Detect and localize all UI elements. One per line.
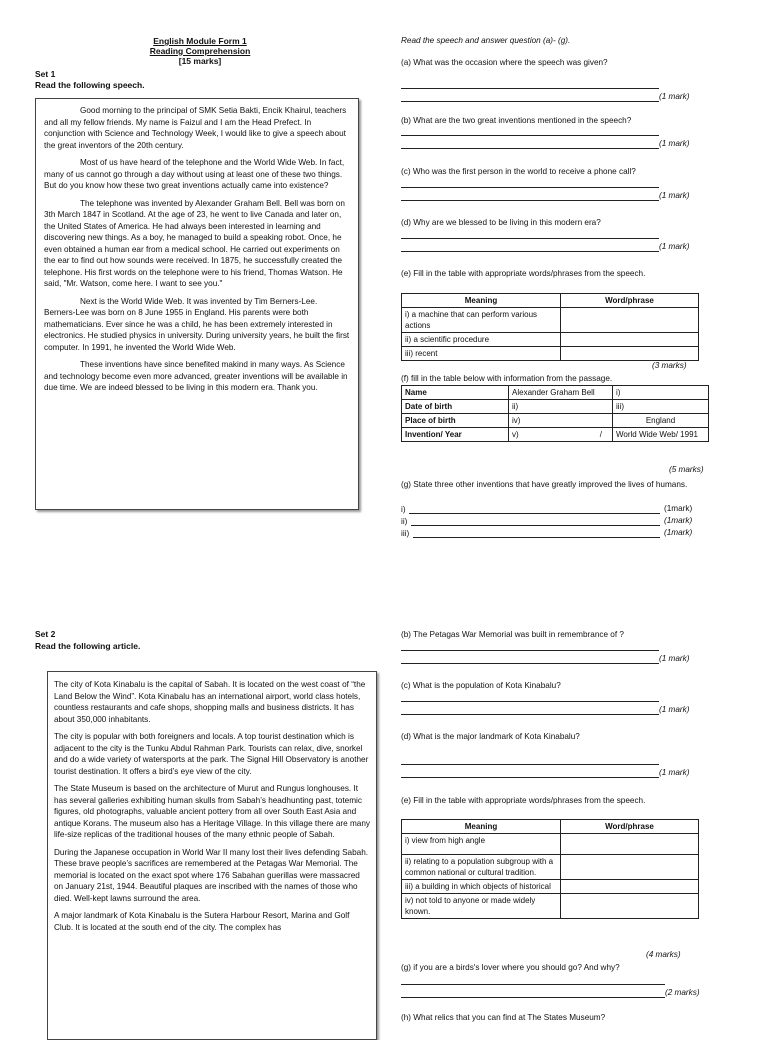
mark-label: (1 mark) xyxy=(659,768,690,777)
table-header: Word/phrase xyxy=(561,820,699,834)
answer-line[interactable] xyxy=(401,238,659,239)
list-label: ii) xyxy=(401,517,408,526)
table-cell: i) view from high angle xyxy=(402,834,561,855)
set2-question-e: (e) Fill in the table with appropriate words/phrases from the speech. xyxy=(401,796,646,805)
table-cell: Invention/ Year xyxy=(402,428,509,442)
set1-title: Set 1 xyxy=(35,69,56,79)
list-label: iii) xyxy=(401,529,410,538)
set1-question-c: (c) Who was the first person in the world to receive a phone call? xyxy=(401,167,636,176)
mark-label: (1mark) xyxy=(664,504,693,513)
set2-question-g: (g) if you are a birds's lover where you should go? And why? xyxy=(401,963,620,972)
set2-question-h: (h) What relics that you can find at The States Museum? xyxy=(401,1013,606,1022)
table-cell: Place of birth xyxy=(402,414,509,428)
mark-label: (1 mark) xyxy=(659,654,690,663)
table-cell xyxy=(509,428,613,442)
module-title: English Module Form 1 xyxy=(153,36,247,46)
table-header: Word/phrase xyxy=(561,294,699,308)
article-paragraph: The city is popular with both foreigners and locals. A top tourist destination which is adjacent to the city is the Tunku Abdul Rahman Park. Tourists can relax, dive, snorkel and do a wide variety of watersports at the park. The Signal Hill Observatory is another tourist destination. It offers a bird’s eye view of the city. xyxy=(54,732,369,776)
set2-question-b: (b) The Petagas War Memorial was built in remembrance of ? xyxy=(401,630,624,639)
article-paragraph: A major landmark of Kota Kinabalu is the Sutera Harbour Resort, Marina and Golf Club. It is located at the south end of the city. The complex has xyxy=(54,911,350,932)
answer-cell[interactable] xyxy=(561,347,699,361)
set2-question-d: (d) What is the major landmark of Kota Kinabalu? xyxy=(401,732,580,741)
set2-instruction: Read the following article. xyxy=(35,641,141,651)
mark-label: (2 marks) xyxy=(665,988,700,997)
mark-label: (1 mark) xyxy=(659,92,690,101)
set1-table-f xyxy=(401,385,709,442)
answer-line[interactable] xyxy=(401,663,659,664)
set2-table-e xyxy=(401,819,699,919)
mark-label: (4 marks) xyxy=(646,950,681,959)
table-header: Meaning xyxy=(402,820,561,834)
answer-line[interactable] xyxy=(401,997,665,998)
speech-passage xyxy=(35,98,359,510)
mark-label: (3 marks) xyxy=(652,361,687,370)
answer-cell[interactable] xyxy=(561,880,699,894)
set1-table-e xyxy=(401,293,699,361)
answer-line[interactable] xyxy=(409,513,660,514)
answer-line[interactable] xyxy=(413,537,660,538)
mark-label: (1 mark) xyxy=(659,242,690,251)
mark-label: (1 mark) xyxy=(659,139,690,148)
answer-line[interactable] xyxy=(401,200,659,201)
speech-paragraph: The telephone was invented by Alexander Graham Bell. Bell was born on 3th March 1847 in Scotland. At the age of 23, he went to live Canada and later on, the United States of America. He had always been interested in learning and discovering new things. As a boy, he managed to build a speaking robot. Once, he even obtained a human ear from a medical school. He carried out experiments on the ear to find out how sounds were received. In 1875, he successfully created the telephone. His first words on the telephone were to his friend, Thomas Watson. He said, "Mr. Watson, come here. I want to see you." xyxy=(44,198,345,288)
module-subtitle: Reading Comprehension xyxy=(149,46,251,56)
list-label: i) xyxy=(401,505,406,514)
table-cell: Name xyxy=(402,386,509,400)
set1-question-b: (b) What are the two great inventions mentioned in the speech? xyxy=(401,116,632,125)
mark-label: (1 mark) xyxy=(659,191,690,200)
set2-question-c: (c) What is the population of Kota Kinabalu? xyxy=(401,681,561,690)
article-paragraph: The State Museum is based on the architecture of Murut and Rungus longhouses. It has several galleries exhibiting human skulls from Sabah’s headhunting past, totemic figures, old photographs, valuable ancient pottery from all over South East Asia and antique Korans. The museum also has a Heritage Village. In this village there are many life-size replicas of the traditional houses of the many ethnic people of Sabah. xyxy=(54,784,371,839)
set2-title: Set 2 xyxy=(35,629,56,639)
table-cell: iv) not told to anyone or made widely known. xyxy=(402,894,561,919)
answer-line[interactable] xyxy=(401,777,659,778)
answer-line[interactable] xyxy=(401,650,659,651)
set1-instruction: Read the following speech. xyxy=(35,80,145,90)
table-cell: Date of birth xyxy=(402,400,509,414)
answer-line[interactable] xyxy=(401,984,665,985)
answer-line[interactable] xyxy=(401,714,659,715)
module-marks: [15 marks] xyxy=(178,56,222,66)
answer-line[interactable] xyxy=(401,251,659,252)
answer-line[interactable] xyxy=(401,101,659,102)
table-cell: iii) a building in which objects of historical xyxy=(402,880,561,894)
answer-cell[interactable] xyxy=(561,855,699,880)
mark-label: (1 mark) xyxy=(659,705,690,714)
set1-intro: Read the speech and answer question (a)- (g). xyxy=(401,36,571,45)
table-cell: iv) xyxy=(509,414,613,428)
table-cell: World Wide Web/ 1991 xyxy=(613,428,709,442)
answer-line[interactable] xyxy=(411,525,660,526)
article-paragraph: During the Japanese occupation in World War II many lost their lives defending Sabah. These brave people’s sacrifices are remembered at the Petagas War Memorial. The memorial is located on the exact spot where 176 Sabahan guerillas were massacred on January 21st, 1944. Beautiful plaques are inscribed with the names of those who died. Well-kept lawns surround the area. xyxy=(54,847,369,903)
table-cell: England xyxy=(613,414,709,428)
answer-line[interactable] xyxy=(401,148,659,149)
speech-paragraph: Good morning to the principal of SMK Setia Bakti, Encik Khairul, teachers and all my fellow friends. My name is Faizul and I am the Head Prefect. In conjunction with Science and Technology Week, I would like to give a speech about the great inventors of the 20th century. xyxy=(44,106,347,150)
answer-cell[interactable] xyxy=(561,308,699,333)
article-paragraph: The city of Kota Kinabalu is the capital of Sabah. It is located on the west coast of “the Land Below the Wind”. Kota Kinabalu has an international airport, world class hotels, countless restaurants and cafe shops, shopping malls and business districts. It has about 350,000 inhabitants. xyxy=(54,680,366,724)
speech-paragraph: These inventions have since benefited makind in many ways. As Science and technology become even more advanced, greater inventions will be available in due time. We are indeed blessed to be living in this modern era. Thank you. xyxy=(44,360,348,392)
mark-label: (5 marks) xyxy=(669,465,704,474)
table-cell: ii) xyxy=(509,400,613,414)
speech-paragraph: Next is the World Wide Web. It was invented by Tim Berners-Lee. Berners-Lee was born on 8 June 1955 in England. His parents were both mathematicians. Ever since he was a child, he has been extremely interested in electronics. He studied physics in university. During university years, he built the first computer. In 1991, he invented the World Wide Web. xyxy=(44,296,350,352)
table-header: Meaning xyxy=(402,294,561,308)
answer-line[interactable] xyxy=(401,135,659,136)
table-cell: iii) recent xyxy=(402,347,561,361)
slash-separator: / xyxy=(599,430,602,439)
module-header xyxy=(120,36,280,66)
set1-question-f: (f) fill in the table below with information from the passage. xyxy=(401,374,613,383)
table-cell: iii) xyxy=(613,400,709,414)
set1-question-g: (g) State three other inventions that have greatly improved the lives of humans. xyxy=(401,480,688,489)
article-passage xyxy=(47,671,377,1040)
set1-question-a: (a) What was the occasion where the speech was given? xyxy=(401,58,608,67)
table-cell: i) xyxy=(613,386,709,400)
speech-paragraph: Most of us have heard of the telephone and the World Wide Web. In fact, many of us cannot go through a day without using at least one of these two things. But do you know how these two great inventions actually came into existence? xyxy=(44,158,345,190)
set1-question-e: (e) Fill in the table with appropriate words/phrases from the speech. xyxy=(401,269,646,278)
table-cell-text: v) xyxy=(512,430,519,439)
answer-line[interactable] xyxy=(401,701,659,702)
table-cell: i) a machine that can perform various actions xyxy=(402,308,561,333)
mark-label: (1mark) xyxy=(664,528,693,537)
table-cell: ii) relating to a population subgroup with a common national or cultural tradition. xyxy=(402,855,561,880)
set1-question-d: (d) Why are we blessed to be living in this modern era? xyxy=(401,218,601,227)
answer-line[interactable] xyxy=(401,764,659,765)
answer-cell[interactable] xyxy=(561,333,699,347)
answer-cell[interactable] xyxy=(561,894,699,919)
table-cell: Alexander Graham Bell xyxy=(509,386,613,400)
answer-cell[interactable] xyxy=(561,834,699,855)
answer-line[interactable] xyxy=(401,88,659,89)
answer-line[interactable] xyxy=(401,187,659,188)
mark-label: (1mark) xyxy=(664,516,693,525)
table-cell: ii) a scientific procedure xyxy=(402,333,561,347)
